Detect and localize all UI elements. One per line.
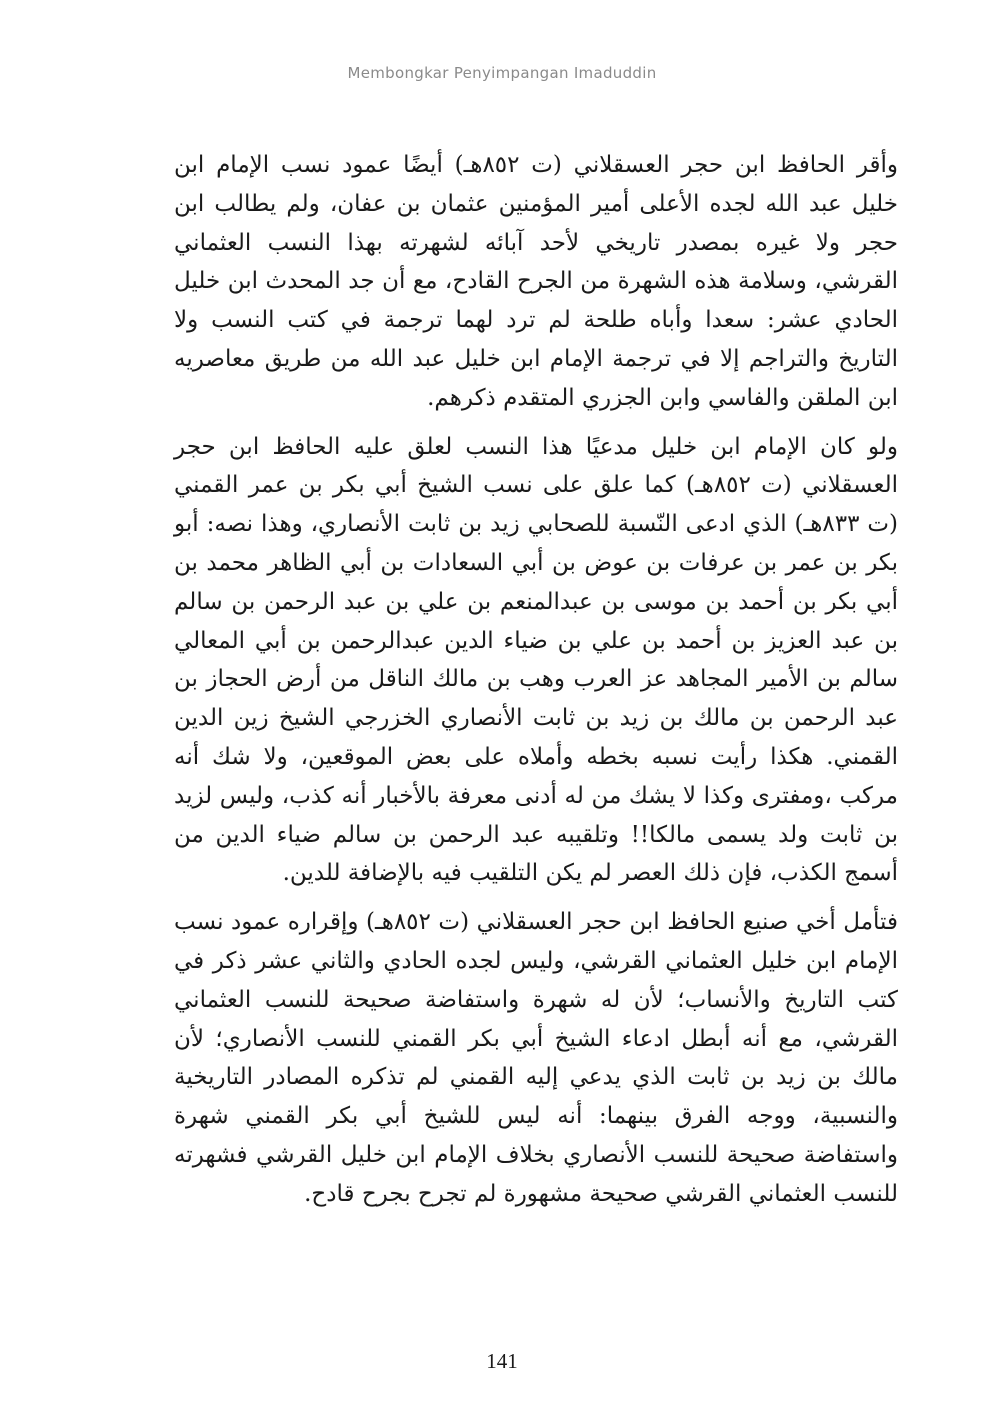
body-text <box>174 146 898 1224</box>
paragraph: ولو كان الإمام ابن خليل مدعيًا هذا النسب لعلق عليه الحافظ ابن حجر العسقلاني (ت ٨٥٢هـ) كما علق على نسب الشيخ أبي بكر بن عمر القمني (ت ٨٣٣هـ) الذي ادعى النّسبة للصحابي زيد بن ثابت الأنصاري، وهذا نصه: أبو بكر بن عمر بن عرفات بن عوض بن أبي السعادات بن أبي الظاهر محمد بن أبي بكر بن أحمد بن موسى بن عبدالمنعم بن علي بن عبد الرحمن بن سالم بن عبد العزيز بن أحمد بن علي بن ضياء الدين عبدالرحمن بن أبي المعالي سالم بن الأمير المجاهد عز العرب وهب بن مالك الناقل من أرض الحجاز بن عبد الرحمن بن مالك بن زيد بن ثابت الأنصاري الخزرجي الشيخ زين الدين القمني. هكذا رأيت نسبه بخطه وأملاه على بعض الموقعين، ولا شك أنه مركب ،ومفترى وكذا لا يشك من له أدنى معرفة بالأخبار أنه كذب، وليس لزيد بن ثابت ولد يسمى مالكا!! وتلقيبه عبد الرحمن بن سالم ضياء الدين من أسمج الكذب، فإن ذلك العصر لم يكن التلقيب فيه بالإضافة للدين. <box>174 433 899 887</box>
paragraph: وأقر الحافظ ابن حجر العسقلاني (ت ٨٥٢هـ) أيضًا عمود نسب الإمام ابن خليل عبد الله لجده الأعلى أمير المؤمنين عثمان بن عفان، ولم يطالب ابن حجر ولا غيره بمصدر تاريخي لأحد آبائه لشهرته بهذا النسب العثماني القرشي، وسلامة هذه الشهرة من الجرح القادح، مع أن جد المحدث ابن خليل الحادي عشر: سعدا وأباه طلحة لم ترد لهما ترجمة في كتب النسب ولا التاريخ والتراجم إلا في ترجمة الإمام ابن خليل عبد الله من طريق معاصريه ابن الملقن والفاسي وابن الجزري المتقدم ذكرهم. <box>174 152 899 411</box>
page-number: 141 <box>486 1349 518 1373</box>
running-header: Membongkar Penyimpangan Imaduddin <box>347 64 657 82</box>
paragraph: فتأمل أخي صنيع الحافظ ابن حجر العسقلاني (ت ٨٥٢هـ) وإقراره عمود نسب الإمام ابن خليل العثماني القرشي، وليس لجده الحادي والثاني عشر ذكر في كتب التاريخ والأنساب؛ لأن له شهرة واستفاضة صحيحة للنسب العثماني القرشي، مع أنه أبطل ادعاء الشيخ أبي بكر القمني للنسب الأنصاري؛ لأن مالك بن زيد بن ثابت الذي يدعي إليه القمني لم تذكره المصادر التاريخية والنسبية، ووجه الفرق بينهما: أنه ليس للشيخ أبي بكر القمني شهرة واستفاضة صحيحة للنسب الأنصاري بخلاف الإمام ابن خليل القرشي فشهرته للنسب العثماني القرشي صحيحة مشهورة لم تجرح بجرح قادح. <box>174 909 898 1207</box>
